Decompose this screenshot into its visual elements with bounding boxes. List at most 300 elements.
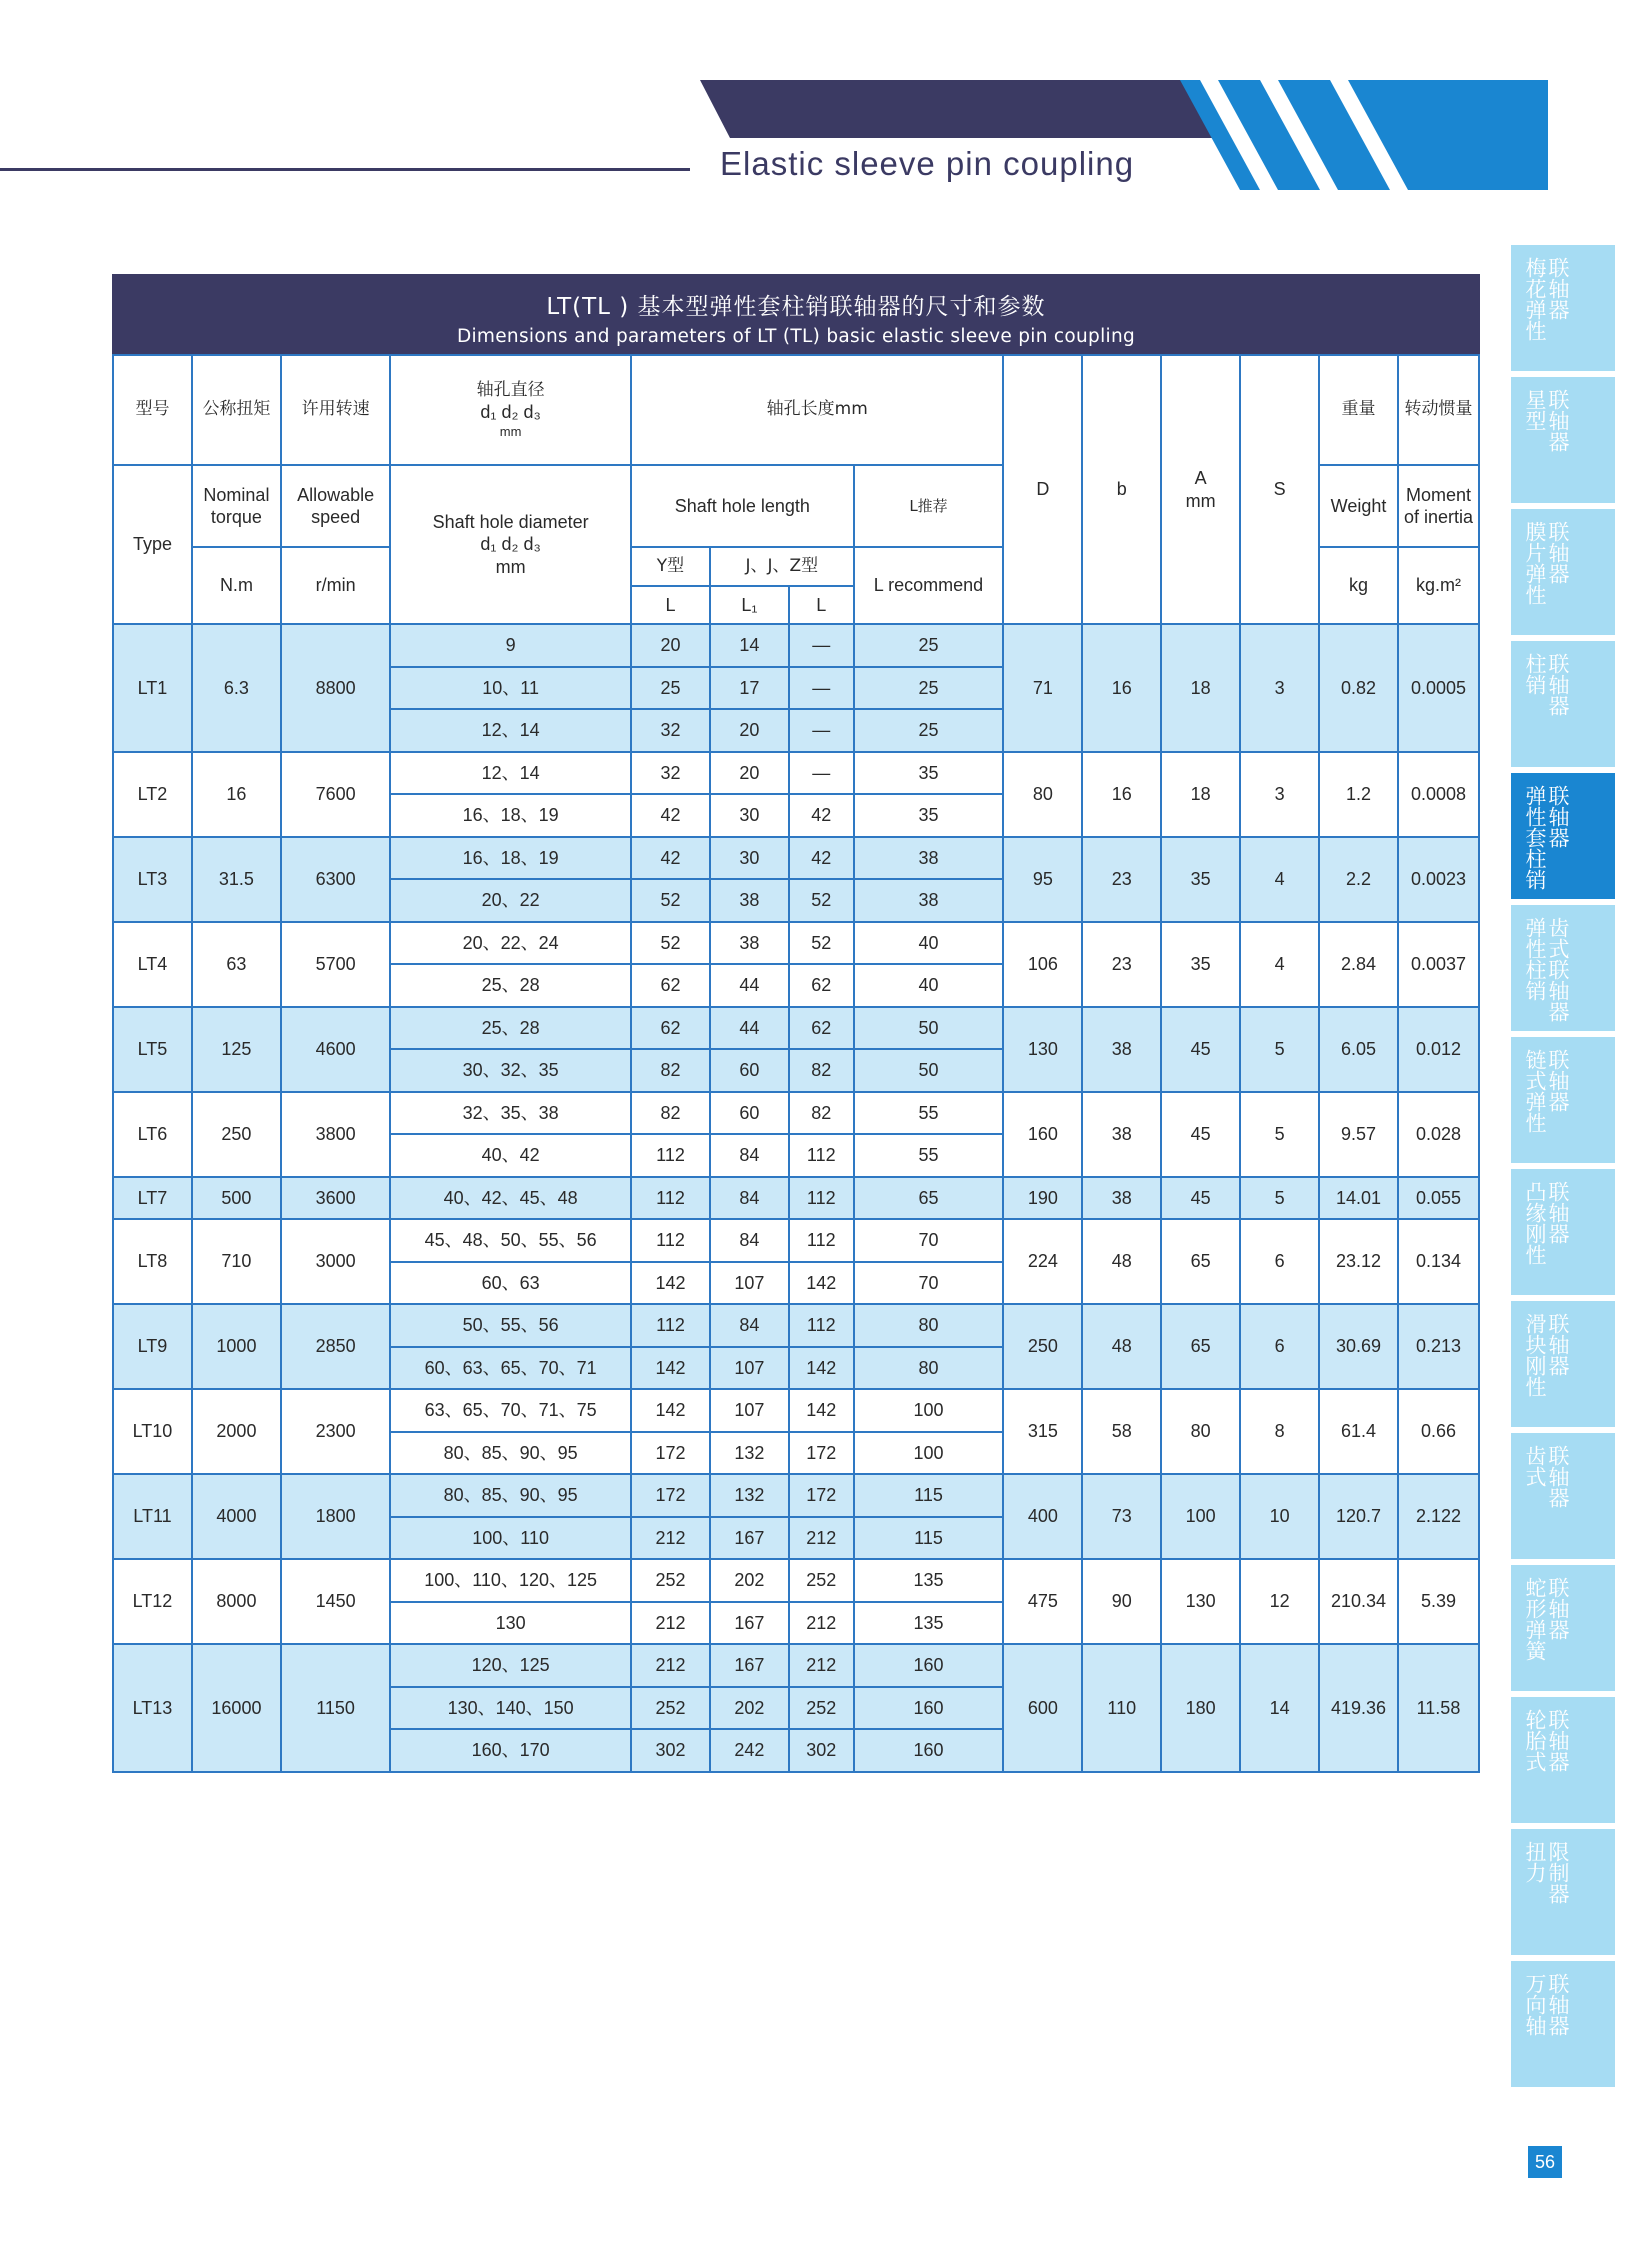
cell-b: 110	[1082, 1644, 1161, 1772]
cell-bore: 100、110	[390, 1517, 631, 1560]
cell-type: LT4	[113, 922, 192, 1007]
cell-inertia: 0.012	[1398, 1007, 1479, 1092]
cell-bore: 12、14	[390, 709, 631, 752]
cell-bore: 20、22	[390, 879, 631, 922]
cell-weight: 14.01	[1319, 1177, 1398, 1220]
cell-inertia: 0.0023	[1398, 837, 1479, 922]
sidenav-item-label: 联轴器 凸缘刚性	[1523, 1181, 1570, 1265]
cell-D: 71	[1003, 624, 1082, 752]
table-row	[113, 1219, 1479, 1262]
cell-S: 6	[1240, 1219, 1319, 1304]
cell-jz-L: 112	[789, 1177, 854, 1220]
cell-L1: 38	[710, 879, 789, 922]
hdr-jz-type: J、J、Z型	[710, 547, 854, 586]
cell-D: 160	[1003, 1092, 1082, 1177]
cell-type: LT11	[113, 1474, 192, 1559]
cell-y-L: 252	[631, 1559, 710, 1602]
table-row	[113, 1474, 1479, 1517]
cell-type: LT3	[113, 837, 192, 922]
hdr-lrec-en: L recommend	[854, 547, 1004, 624]
cell-L1: 20	[710, 709, 789, 752]
cell-b: 48	[1082, 1219, 1161, 1304]
sidenav-item-label: 齿式联轴器 弹性柱销	[1523, 917, 1570, 1022]
cell-D: 315	[1003, 1389, 1082, 1474]
cell-bore: 32、35、38	[390, 1092, 631, 1135]
cell-bore: 60、63、65、70、71	[390, 1347, 631, 1390]
hdr-S: S	[1240, 355, 1319, 624]
cell-b: 23	[1082, 837, 1161, 922]
cell-D: 400	[1003, 1474, 1082, 1559]
cell-bore: 40、42	[390, 1134, 631, 1177]
cell-weight: 210.34	[1319, 1559, 1398, 1644]
sidenav-item[interactable]	[1511, 1565, 1615, 1691]
cell-y-L: 112	[631, 1134, 710, 1177]
cell-b: 38	[1082, 1092, 1161, 1177]
hdr-bore-cn: 轴孔直径	[476, 380, 545, 400]
cell-jz-L: 142	[789, 1347, 854, 1390]
sidenav-item-label: 联轴器 滑块刚性	[1523, 1313, 1570, 1397]
sidenav-item-label: 联轴器 轮胎式	[1523, 1709, 1570, 1772]
cell-L-recommend: 25	[854, 667, 1004, 710]
cell-type: LT5	[113, 1007, 192, 1092]
hdr-bore-unit-2: mm	[495, 556, 526, 577]
hdr-speed-cn: 许用转速	[281, 355, 390, 465]
hdr-speed-unit: r/min	[281, 547, 390, 624]
table-row	[113, 1304, 1479, 1347]
cell-D: 190	[1003, 1177, 1082, 1220]
cell-bore: 12、14	[390, 752, 631, 795]
cell-type: LT6	[113, 1092, 192, 1177]
cell-y-L: 212	[631, 1602, 710, 1645]
cell-S: 10	[1240, 1474, 1319, 1559]
hdr-torque-cn: 公称扭矩	[192, 355, 281, 465]
hdr-A-unit: mm	[1185, 490, 1216, 511]
cell-bore: 16、18、19	[390, 794, 631, 837]
table-title-en: Dimensions and parameters of LT (TL) basic elastic sleeve pin coupling	[456, 326, 1136, 347]
cell-S: 3	[1240, 624, 1319, 752]
cell-inertia: 0.66	[1398, 1389, 1479, 1474]
cell-jz-L: 142	[789, 1389, 854, 1432]
table-row	[113, 1559, 1479, 1602]
cell-inertia: 5.39	[1398, 1559, 1479, 1644]
cell-torque: 16000	[192, 1644, 281, 1772]
hdr-D: D	[1003, 355, 1082, 624]
table-row	[113, 1177, 1479, 1220]
cell-weight: 419.36	[1319, 1644, 1398, 1772]
cell-L-recommend: 160	[854, 1644, 1004, 1687]
cell-A: 18	[1161, 752, 1240, 837]
cell-bore: 20、22、24	[390, 922, 631, 965]
cell-L-recommend: 70	[854, 1262, 1004, 1305]
cell-jz-L: 112	[789, 1134, 854, 1177]
cell-L-recommend: 50	[854, 1049, 1004, 1092]
cell-b: 73	[1082, 1474, 1161, 1559]
hdr-bore-en-cell	[390, 465, 631, 624]
hdr-L-jz: L	[789, 586, 854, 624]
hdr-length-cn: 轴孔长度mm	[631, 355, 1003, 465]
cell-y-L: 142	[631, 1262, 710, 1305]
cell-A: 180	[1161, 1644, 1240, 1772]
cell-S: 5	[1240, 1177, 1319, 1220]
cell-jz-L: 172	[789, 1474, 854, 1517]
cell-type: LT12	[113, 1559, 192, 1644]
cell-speed: 8800	[281, 624, 390, 752]
cell-L1: 14	[710, 624, 789, 667]
cell-S: 12	[1240, 1559, 1319, 1644]
cell-bore: 63、65、70、71、75	[390, 1389, 631, 1432]
cell-jz-L: 302	[789, 1729, 854, 1772]
cell-A: 35	[1161, 922, 1240, 1007]
cell-speed: 2300	[281, 1389, 390, 1474]
cell-y-L: 62	[631, 964, 710, 1007]
cell-type: LT8	[113, 1219, 192, 1304]
cell-b: 16	[1082, 752, 1161, 837]
cell-jz-L: 42	[789, 837, 854, 880]
sidenav-item[interactable]	[1511, 905, 1615, 1031]
cell-bore: 25、28	[390, 1007, 631, 1050]
table-row	[113, 752, 1479, 795]
cell-jz-L: 252	[789, 1687, 854, 1730]
cell-b: 23	[1082, 922, 1161, 1007]
cell-type: LT10	[113, 1389, 192, 1474]
cell-L-recommend: 100	[854, 1389, 1004, 1432]
cell-bore: 40、42、45、48	[390, 1177, 631, 1220]
cell-A: 80	[1161, 1389, 1240, 1474]
cell-bore: 160、170	[390, 1729, 631, 1772]
hdr-inertia-cn: 转动惯量	[1398, 355, 1479, 465]
cell-L1: 202	[710, 1559, 789, 1602]
cell-inertia: 0.0008	[1398, 752, 1479, 837]
cell-bore: 30、32、35	[390, 1049, 631, 1092]
cell-bore: 50、55、56	[390, 1304, 631, 1347]
cell-b: 90	[1082, 1559, 1161, 1644]
cell-y-L: 212	[631, 1644, 710, 1687]
cell-inertia: 0.134	[1398, 1219, 1479, 1304]
sidenav-item-label: 联轴器 星型	[1523, 389, 1570, 452]
cell-jz-L: —	[789, 709, 854, 752]
cell-D: 600	[1003, 1644, 1082, 1772]
cell-S: 14	[1240, 1644, 1319, 1772]
cell-L-recommend: 135	[854, 1602, 1004, 1645]
cell-jz-L: 112	[789, 1219, 854, 1262]
cell-torque: 1000	[192, 1304, 281, 1389]
cell-S: 8	[1240, 1389, 1319, 1474]
cell-torque: 4000	[192, 1474, 281, 1559]
header-dark-band	[700, 80, 1260, 138]
sidenav-item[interactable]	[1511, 1697, 1615, 1823]
cell-jz-L: 252	[789, 1559, 854, 1602]
cell-y-L: 62	[631, 1007, 710, 1050]
cell-L1: 60	[710, 1049, 789, 1092]
hdr-lrec-cn: L推荐	[854, 465, 1004, 547]
cell-y-L: 25	[631, 667, 710, 710]
cell-L1: 167	[710, 1602, 789, 1645]
hdr-bore-sym-2: d₁ d₂ d₃	[480, 534, 541, 555]
cell-type: LT2	[113, 752, 192, 837]
cell-speed: 3600	[281, 1177, 390, 1220]
cell-S: 4	[1240, 922, 1319, 1007]
cell-b: 38	[1082, 1177, 1161, 1220]
cell-L1: 17	[710, 667, 789, 710]
cell-L1: 132	[710, 1474, 789, 1517]
cell-torque: 8000	[192, 1559, 281, 1644]
spec-table-container	[112, 274, 1480, 1773]
cell-y-L: 142	[631, 1389, 710, 1432]
table-caption	[112, 274, 1480, 354]
cell-D: 95	[1003, 837, 1082, 922]
cell-D: 106	[1003, 922, 1082, 1007]
cell-y-L: 172	[631, 1432, 710, 1475]
page-title: Elastic sleeve pin coupling	[720, 145, 1135, 182]
hdr-L-y: L	[631, 586, 710, 624]
cell-bore: 10、11	[390, 667, 631, 710]
cell-L-recommend: 80	[854, 1347, 1004, 1390]
hdr-bore-unit: mm	[499, 423, 522, 439]
cell-bore: 130	[390, 1602, 631, 1645]
table-row	[113, 1092, 1479, 1135]
cell-L-recommend: 35	[854, 752, 1004, 795]
hdr-bore-cn-cell	[390, 355, 631, 465]
cell-jz-L: 62	[789, 1007, 854, 1050]
cell-type: LT13	[113, 1644, 192, 1772]
cell-speed: 7600	[281, 752, 390, 837]
cell-L1: 60	[710, 1092, 789, 1135]
cell-L1: 44	[710, 1007, 789, 1050]
cell-speed: 6300	[281, 837, 390, 922]
cell-A: 45	[1161, 1177, 1240, 1220]
sidenav-item[interactable]	[1511, 1169, 1615, 1295]
cell-y-L: 42	[631, 837, 710, 880]
cell-y-L: 302	[631, 1729, 710, 1772]
cell-L-recommend: 70	[854, 1219, 1004, 1262]
cell-weight: 120.7	[1319, 1474, 1398, 1559]
cell-speed: 2850	[281, 1304, 390, 1389]
cell-jz-L: 52	[789, 922, 854, 965]
cell-jz-L: 42	[789, 794, 854, 837]
cell-b: 16	[1082, 624, 1161, 752]
table-row	[113, 837, 1479, 880]
cell-jz-L: 52	[789, 879, 854, 922]
cell-S: 5	[1240, 1092, 1319, 1177]
sidenav-item-label: 限制器 扭力	[1523, 1841, 1570, 1904]
hdr-A-cell	[1161, 355, 1240, 624]
sidenav-item[interactable]	[1511, 1961, 1615, 2087]
cell-inertia: 11.58	[1398, 1644, 1479, 1772]
sidenav-item[interactable]	[1511, 773, 1615, 899]
cell-y-L: 82	[631, 1092, 710, 1135]
cell-y-L: 32	[631, 709, 710, 752]
cell-speed: 1800	[281, 1474, 390, 1559]
cell-S: 3	[1240, 752, 1319, 837]
cell-b: 58	[1082, 1389, 1161, 1474]
cell-L1: 167	[710, 1517, 789, 1560]
sidenav-item-label: 联轴器 链式弹性	[1523, 1049, 1570, 1133]
cell-L-recommend: 25	[854, 709, 1004, 752]
cell-L1: 30	[710, 837, 789, 880]
cell-speed: 1450	[281, 1559, 390, 1644]
cell-D: 475	[1003, 1559, 1082, 1644]
sidenav-item[interactable]	[1511, 377, 1615, 503]
cell-torque: 16	[192, 752, 281, 837]
cell-L1: 44	[710, 964, 789, 1007]
cell-jz-L: 142	[789, 1262, 854, 1305]
hdr-type: Type	[113, 465, 192, 624]
cell-L1: 202	[710, 1687, 789, 1730]
cell-weight: 6.05	[1319, 1007, 1398, 1092]
cell-torque: 710	[192, 1219, 281, 1304]
cell-A: 65	[1161, 1219, 1240, 1304]
cell-weight: 23.12	[1319, 1219, 1398, 1304]
cell-b: 48	[1082, 1304, 1161, 1389]
cell-torque: 250	[192, 1092, 281, 1177]
cell-S: 5	[1240, 1007, 1319, 1092]
hdr-y-type: Y型	[631, 547, 710, 586]
cell-jz-L: —	[789, 752, 854, 795]
cell-inertia: 0.213	[1398, 1304, 1479, 1389]
cell-L-recommend: 65	[854, 1177, 1004, 1220]
header-rule	[0, 168, 690, 171]
cell-L-recommend: 35	[854, 794, 1004, 837]
cell-L-recommend: 115	[854, 1517, 1004, 1560]
cell-L-recommend: 55	[854, 1134, 1004, 1177]
cell-L-recommend: 115	[854, 1474, 1004, 1517]
cell-A: 45	[1161, 1092, 1240, 1177]
cell-b: 38	[1082, 1007, 1161, 1092]
hdr-weight-en: Weight	[1319, 465, 1398, 547]
cell-inertia: 0.055	[1398, 1177, 1479, 1220]
cell-A: 130	[1161, 1559, 1240, 1644]
cell-torque: 63	[192, 922, 281, 1007]
cell-L-recommend: 160	[854, 1729, 1004, 1772]
cell-L-recommend: 40	[854, 922, 1004, 965]
cell-weight: 2.84	[1319, 922, 1398, 1007]
cell-D: 130	[1003, 1007, 1082, 1092]
page-number: 56	[1528, 2146, 1562, 2178]
cell-torque: 500	[192, 1177, 281, 1220]
cell-type: LT1	[113, 624, 192, 752]
cell-L1: 107	[710, 1347, 789, 1390]
cell-type: LT9	[113, 1304, 192, 1389]
cell-y-L: 20	[631, 624, 710, 667]
cell-y-L: 252	[631, 1687, 710, 1730]
cell-bore: 16、18、19	[390, 837, 631, 880]
cell-L1: 30	[710, 794, 789, 837]
cell-L-recommend: 38	[854, 837, 1004, 880]
cell-speed: 3000	[281, 1219, 390, 1304]
sidenav-item-label: 联轴器 梅花弹性	[1523, 257, 1570, 341]
cell-L-recommend: 55	[854, 1092, 1004, 1135]
hdr-length-en: Shaft hole length	[631, 465, 854, 547]
cell-L1: 132	[710, 1432, 789, 1475]
cell-L1: 242	[710, 1729, 789, 1772]
cell-jz-L: 82	[789, 1049, 854, 1092]
cell-speed: 5700	[281, 922, 390, 1007]
cell-jz-L: 112	[789, 1304, 854, 1347]
cell-weight: 0.82	[1319, 624, 1398, 752]
cell-L1: 167	[710, 1644, 789, 1687]
cell-weight: 2.2	[1319, 837, 1398, 922]
cell-y-L: 112	[631, 1304, 710, 1347]
cell-torque: 2000	[192, 1389, 281, 1474]
cell-bore: 45、48、50、55、56	[390, 1219, 631, 1262]
sidenav-item[interactable]	[1511, 1037, 1615, 1163]
cell-D: 80	[1003, 752, 1082, 837]
cell-L-recommend: 135	[854, 1559, 1004, 1602]
cell-type: LT7	[113, 1177, 192, 1220]
cell-jz-L: —	[789, 624, 854, 667]
sidenav-item-label: 联轴器 万向轴	[1523, 1973, 1570, 2036]
cell-L1: 107	[710, 1262, 789, 1305]
cell-jz-L: 82	[789, 1092, 854, 1135]
hdr-torque-unit: N.m	[192, 547, 281, 624]
cell-L1: 84	[710, 1134, 789, 1177]
cell-y-L: 212	[631, 1517, 710, 1560]
cell-L-recommend: 25	[854, 624, 1004, 667]
cell-jz-L: —	[789, 667, 854, 710]
category-sidenav	[1511, 245, 1615, 2093]
cell-bore: 80、85、90、95	[390, 1432, 631, 1475]
cell-L1: 38	[710, 922, 789, 965]
sidenav-item[interactable]	[1511, 1829, 1615, 1955]
cell-jz-L: 212	[789, 1602, 854, 1645]
cell-bore: 25、28	[390, 964, 631, 1007]
sidenav-item[interactable]	[1511, 1301, 1615, 1427]
cell-L1: 84	[710, 1219, 789, 1262]
hdr-bore-en: Shaft hole diameter	[432, 511, 589, 532]
cell-inertia: 2.122	[1398, 1474, 1479, 1559]
cell-torque: 6.3	[192, 624, 281, 752]
cell-y-L: 52	[631, 879, 710, 922]
cell-y-L: 32	[631, 752, 710, 795]
sidenav-item-label: 联轴器 膜片弹性	[1523, 521, 1570, 605]
sidenav-item[interactable]	[1511, 245, 1615, 371]
cell-y-L: 82	[631, 1049, 710, 1092]
sidenav-item[interactable]	[1511, 1433, 1615, 1559]
table-title-cn: LT(TL ) 基本型弹性套柱销联轴器的尺寸和参数	[546, 294, 1046, 320]
cell-torque: 31.5	[192, 837, 281, 922]
sidenav-item-label: 联轴器 齿式	[1523, 1445, 1570, 1508]
hdr-b: b	[1082, 355, 1161, 624]
cell-D: 224	[1003, 1219, 1082, 1304]
cell-L-recommend: 80	[854, 1304, 1004, 1347]
cell-bore: 120、125	[390, 1644, 631, 1687]
cell-speed: 1150	[281, 1644, 390, 1772]
hdr-bore-sym: d₁ d₂ d₃	[480, 402, 541, 423]
sidenav-item-label: 联轴器 蛇形弹簧	[1523, 1577, 1570, 1661]
cell-jz-L: 172	[789, 1432, 854, 1475]
hdr-speed-en: Allowable speed	[281, 465, 390, 547]
cell-speed: 4600	[281, 1007, 390, 1092]
cell-bore: 130、140、150	[390, 1687, 631, 1730]
sidenav-item[interactable]	[1511, 641, 1615, 767]
table-row	[113, 624, 1479, 667]
sidenav-item[interactable]	[1511, 509, 1615, 635]
cell-L-recommend: 40	[854, 964, 1004, 1007]
sidenav-item-label: 联轴器 弹性套柱销	[1523, 785, 1570, 890]
hdr-model-cn: 型号	[113, 355, 192, 465]
table-row	[113, 1007, 1479, 1050]
cell-y-L: 52	[631, 922, 710, 965]
cell-L-recommend: 38	[854, 879, 1004, 922]
hdr-inertia-en: Moment of inertia	[1398, 465, 1479, 547]
spec-table	[112, 354, 1480, 1773]
cell-A: 65	[1161, 1304, 1240, 1389]
cell-inertia: 0.0037	[1398, 922, 1479, 1007]
hdr-L1: L₁	[710, 586, 789, 624]
cell-bore: 60、63	[390, 1262, 631, 1305]
cell-L-recommend: 50	[854, 1007, 1004, 1050]
cell-S: 6	[1240, 1304, 1319, 1389]
